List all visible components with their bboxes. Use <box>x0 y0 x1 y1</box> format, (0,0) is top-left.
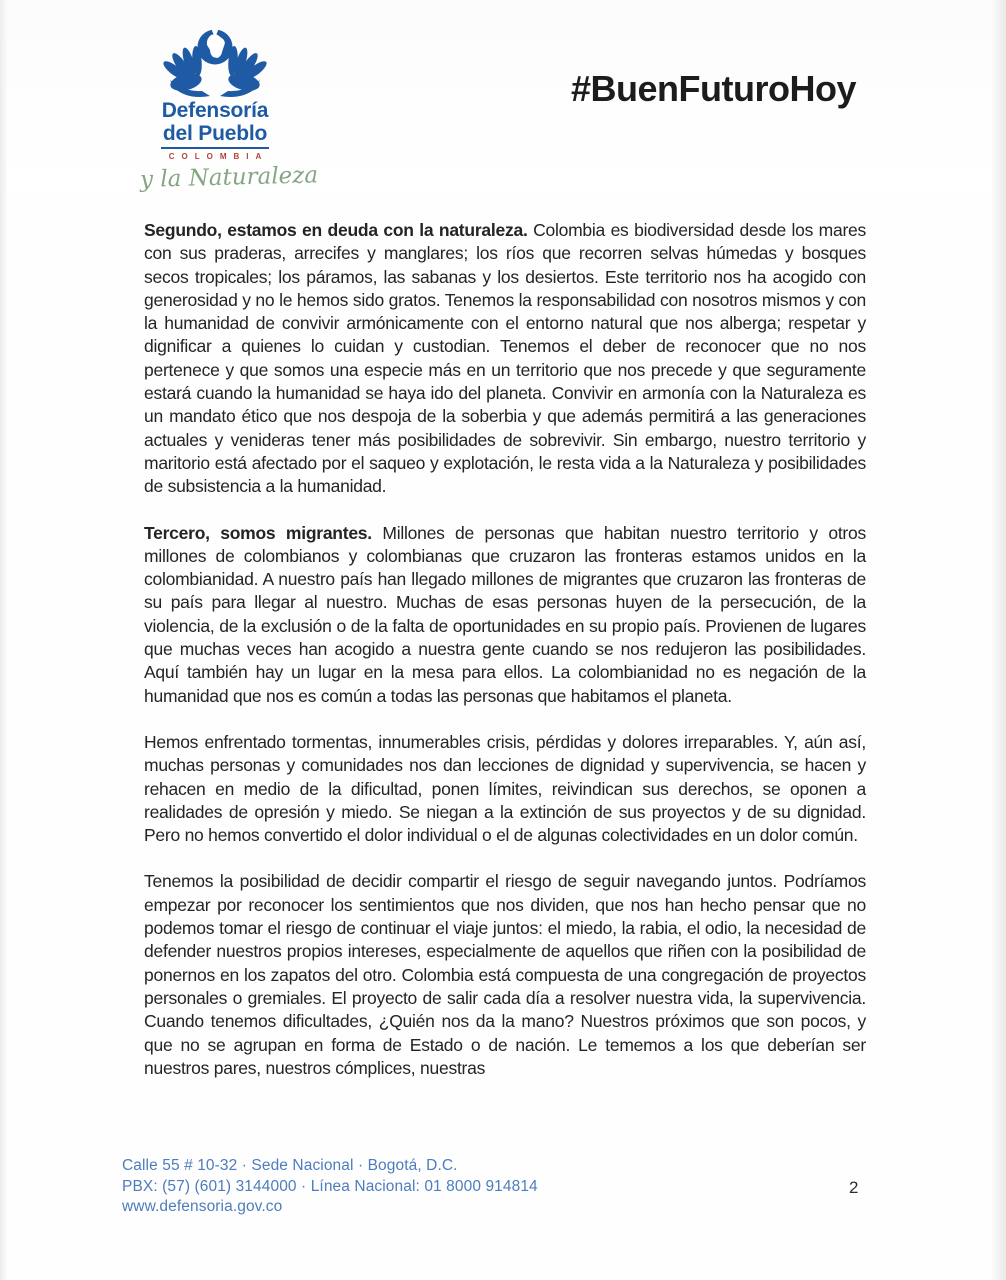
paragraph-text: Colombia es biodiversidad desde los mares con sus praderas, arrecifes y manglares; los ríos que recorren selvas húmedas y bosques secos tropicales; los páramos, las sabanas y los desiertos. Este territorio nos ha acogido con generosidad y no le hemos sido gratos. Tenemos la responsabilidad con nosotros mismos y con la humanidad de convivir armónicamente con el entorno natural que nos alberga; respetar y dignificar a quienes lo cuidan y custodian. Tenemos el deber de reconocer que no nos pertenece y que somos una especie más en un territorio que nos precede y que seguramente estará cuando la humanidad se haya ido del planeta. Convivir en armonía con la Naturaleza es un mandato ético que nos despoja de la soberbia y que además permitirá a las generaciones actuales y venideras tener más posibilidades de sobrevivir. Sin embargo, nuestro territorio y maritorio está afectado por el saqueo y explotación, le resta vida a la Naturaleza y posibilidades de subsistencia a la humanidad. <box>144 220 867 497</box>
footer-contact <box>122 1156 538 1218</box>
logo-tagline: y la Naturaleza <box>139 162 319 194</box>
logo-country-label: COLOMBIA <box>168 152 269 162</box>
footer-website: www.defensoria.gov.co <box>122 1198 283 1215</box>
paragraph-lead: Segundo, estamos en deuda con la naturaleza. <box>144 220 528 240</box>
paragraph <box>144 522 866 708</box>
paragraph-text: Tenemos la posibilidad de decidir compartir el riesgo de seguir navegando juntos. Podríamos empezar por reconocer los sentimientos que nos dividen, que nos han hecho pensar que no podemos tomar el riesgo de continuar el viaje juntos: el miedo, la rabia, el odio, la necesidad de defender nuestros propios intereses, especialmente de aquellos que riñen con la posibilidad de ponernos en los zapatos del otro. Colombia está compuesta de una congregación de proyectos personales o gremiales. El proyecto de salir cada día a resolver nuestra vida, la supervivencia. Cuando tenemos dificultades, ¿Quién nos da la mano? Nuestros próximos que son pocos, y que no se agrupan en forma de Estado o de nación. Le tememos a los que deberían ser nuestros pares, nuestros cómplices, nuestras <box>144 871 866 1078</box>
scan-edge-right <box>992 0 1006 1280</box>
paragraph-text: Millones de personas que habitan nuestro territorio y otros millones de colombianos y colombianas que cruzaron las fronteras estamos unidos en la colombianidad. A nuestro país han llegado millones de migrantes que cruzaron las fronteras de su país para llegar al nuestro. Muchas de esas personas huyen de la persecución, de la violencia, de la exclusión o de la falta de oportunidades en su propio país. Provienen de lugares que muchas veces han acogido a nuestra gente cuando se nos redujeron las posibilidades. Aquí también hay un lugar en la mesa para ellos. La colombianidad no es negación de la humanidad que nos es común a todas las personas que habitamos el planeta. <box>144 522 866 706</box>
logo-title-line1: Defensoría <box>161 99 269 122</box>
paragraph <box>144 870 866 1080</box>
scan-edge-left <box>0 0 7 1280</box>
hashtag-prefix: #Buen <box>571 68 679 109</box>
paragraph <box>144 731 866 847</box>
logo-title-line2: del Pueblo <box>161 123 269 150</box>
campaign-hashtag <box>571 68 856 110</box>
document-body <box>144 219 866 1080</box>
logo-title <box>140 100 290 149</box>
page-number: 2 <box>849 1178 859 1197</box>
paragraph-lead: Tercero, somos migrantes. <box>144 522 372 543</box>
hashtag-bold: FuturoHoy <box>678 68 856 109</box>
footer-address: Calle 55 # 10-32 · Sede Nacional · Bogotá, D.C. <box>122 1157 458 1174</box>
paragraph <box>144 219 866 499</box>
paragraph-text: Hemos enfrentado tormentas, innumerables crisis, pérdidas y dolores irreparables. Y, aún así, muchas personas y comunidades nos dan lecciones de dignidad y supervivencia, se hacen y rehacen en medio de la dificultad, ponen límites, reivindican sus derechos, se oponen a realidades de opresión y miedo. Se niegan a la extinción de sus proyectos y de su dignidad. Pero no hemos convertido el dolor individual o el de algunas colectividades en un dolor común. <box>144 731 866 846</box>
hands-cupping-colombia-map-icon <box>160 26 270 98</box>
footer-phone: PBX: (57) (601) 3144000 · Línea Nacional: 01 8000 914814 <box>122 1177 538 1195</box>
logo-defensoria <box>139 26 319 194</box>
